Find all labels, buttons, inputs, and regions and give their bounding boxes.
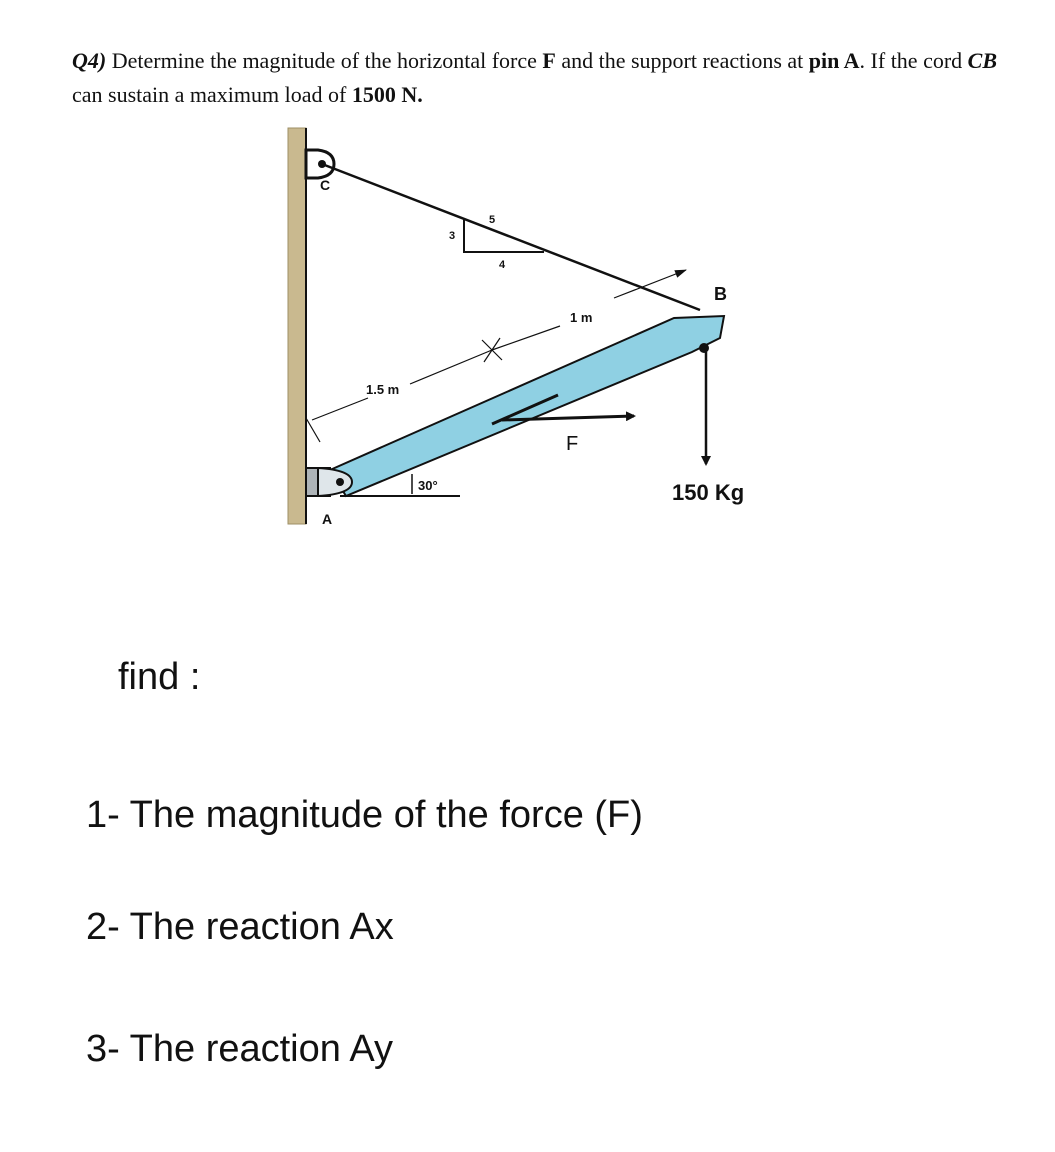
angle-label: 30° (418, 478, 438, 493)
point-b-label: B (714, 284, 727, 304)
slope-rise-label: 3 (449, 230, 456, 242)
dim-short-label: 1 m (570, 310, 593, 325)
find-item-force: 1- The magnitude of the force (F) (86, 794, 643, 836)
find-label: find : (118, 656, 201, 698)
find-item-ax: 2- The reaction Ax (86, 906, 394, 948)
question-text: Q4) Determine the magnitude of the horizontal force F and the support reactions at pin A. If the cord CB can sustain a maximum load of 1500 N. (72, 48, 998, 107)
dim-line-long-start (312, 398, 368, 420)
find-item-ay: 3- The reaction Ay (86, 1028, 394, 1070)
load-label: 150 Kg (672, 480, 745, 505)
dim-tick-mid (482, 338, 502, 362)
pin-a-support (306, 468, 352, 496)
wall (288, 128, 306, 524)
bracket-c (306, 150, 334, 178)
slope-run-label: 4 (499, 259, 506, 271)
dim-line-short (492, 326, 560, 350)
point-a-label: A (322, 511, 333, 527)
dim-line-short-end (614, 270, 686, 298)
beam-ab (330, 316, 724, 496)
force-f-label: F (566, 433, 579, 455)
dim-extension-a (306, 418, 320, 442)
pin-b (699, 343, 709, 353)
cord-cb (322, 164, 700, 310)
dim-line-long (410, 350, 492, 384)
question-number: Q4) (72, 48, 107, 73)
point-c-label: C (320, 177, 331, 193)
slope-hyp-label: 5 (489, 214, 496, 226)
dim-long-label: 1.5 m (366, 382, 400, 397)
